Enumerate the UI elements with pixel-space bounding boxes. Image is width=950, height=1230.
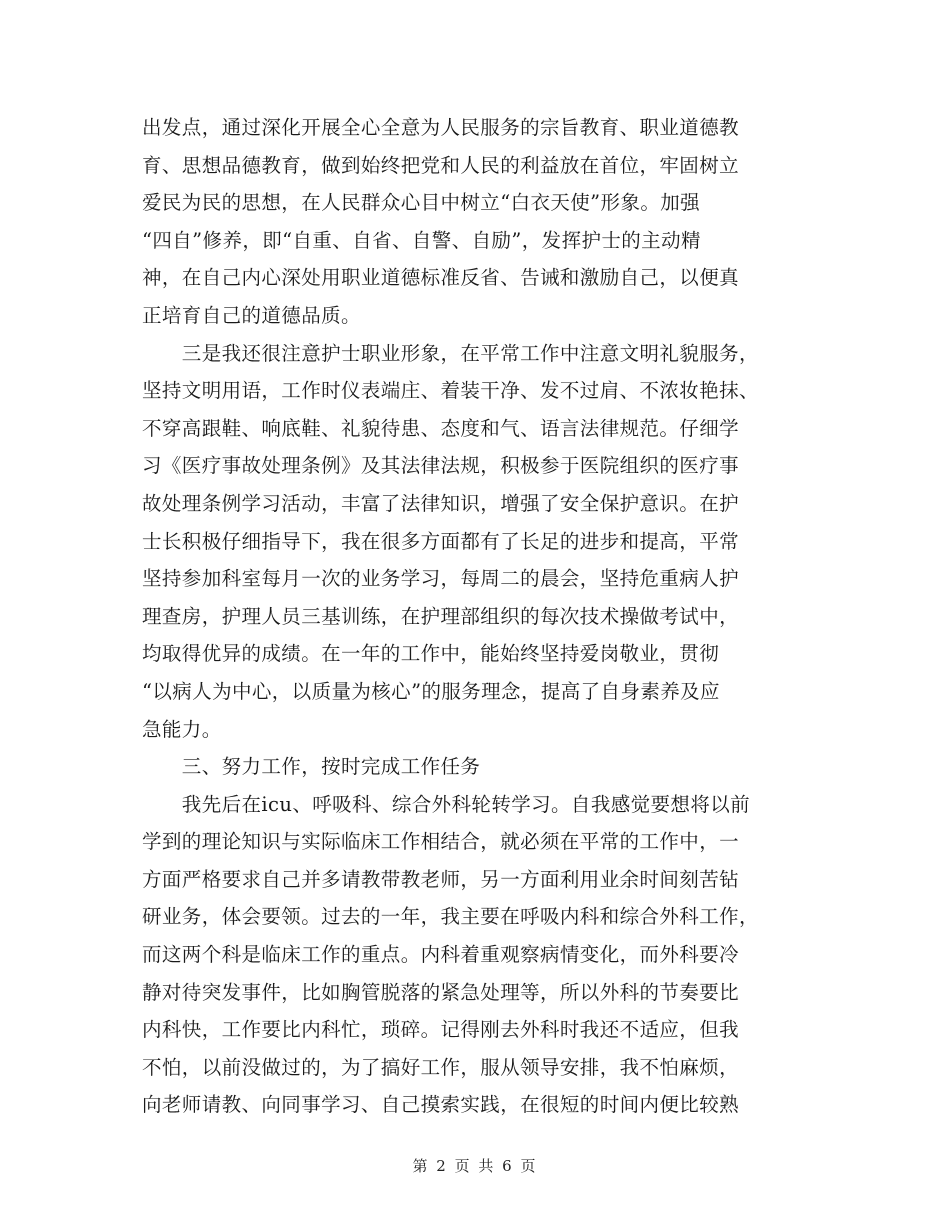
text-line: 急能力。 [142, 717, 222, 741]
section-heading: 三、努力工作，按时完成工作任务 [142, 755, 481, 779]
text-line: 我先后在icu、呼吸科、综合外科轮转学习。自我感觉要想将以前 [142, 792, 751, 816]
text-line: 理查房，护理人员三基训练，在护理部组织的每次技术操做考试中， [142, 604, 740, 628]
text-line: “以病人为中心，以质量为核心”的服务理念，提高了自身素养及应 [142, 679, 720, 703]
document-body [142, 109, 812, 1124]
text-line: 向老师请教、向同事学习、自己摸索实践，在很短的时间内便比较熟 [142, 1093, 740, 1117]
text-line: 而这两个科是临床工作的重点。内科着重观察病情变化，而外科要冷 [142, 943, 740, 967]
page-number-footer: 第 2 页 共 6 页 [412, 1157, 538, 1175]
text-line: 研业务，体会要领。过去的一年，我主要在呼吸内科和综合外科工作， [142, 905, 759, 929]
text-line: 习《医疗事故处理条例》及其法律法规，积极参于医院组织的医疗事 [142, 454, 740, 478]
text-line: 三是我还很注意护士职业形象，在平常工作中注意文明礼貌服务， [142, 341, 759, 365]
text-line: 不穿高跟鞋、响底鞋、礼貌待患、态度和气、语言法律规范。仔细学 [142, 416, 740, 440]
text-line: 神，在自己内心深处用职业道德标准反省、告诫和激励自己，以便真 [142, 266, 740, 290]
text-line: 方面严格要求自己并多请教带教老师，另一方面利用业余时间刻苦钻 [142, 867, 740, 891]
text-line: 内科快，工作要比内科忙，琐碎。记得刚去外科时我还不适应，但我 [142, 1018, 740, 1042]
text-line: 故处理条例学习活动，丰富了法律知识，增强了安全保护意识。在护 [142, 491, 740, 515]
text-line: 爱民为民的思想，在人民群众心目中树立“白衣天使”形象。加强 [142, 191, 701, 215]
text-line: 坚持参加科室每月一次的业务学习，每周二的晨会，坚持危重病人护 [142, 567, 740, 591]
text-line: 士长积极仔细指导下，我在很多方面都有了长足的进步和提高，平常 [142, 529, 740, 553]
text-line: 坚持文明用语，工作时仪表端庄、着装干净、发不过肩、不浓妆艳抹、 [142, 379, 759, 403]
text-line: “四自”修养，即“自重、自省、自警、自励”，发挥护士的主动精 [142, 228, 701, 252]
text-line: 出发点，通过深化开展全心全意为人民服务的宗旨教育、职业道德教 [142, 116, 740, 139]
text-line: 正培育自己的道德品质。 [142, 303, 361, 327]
text-line: 均取得优异的成绩。在一年的工作中，能始终坚持爱岗敬业，贯彻 [142, 642, 720, 666]
text-line: 静对待突发事件，比如胸管脱落的紧急处理等，所以外科的节奏要比 [142, 980, 740, 1004]
text-line: 学到的理论知识与实际临床工作相结合，就必须在平常的工作中，一 [142, 830, 740, 854]
text-line: 育、思想品德教育，做到始终把党和人民的利益放在首位，牢固树立 [142, 153, 740, 177]
text-line: 不怕，以前没做过的，为了搞好工作，服从领导安排，我不怕麻烦， [142, 1055, 740, 1079]
